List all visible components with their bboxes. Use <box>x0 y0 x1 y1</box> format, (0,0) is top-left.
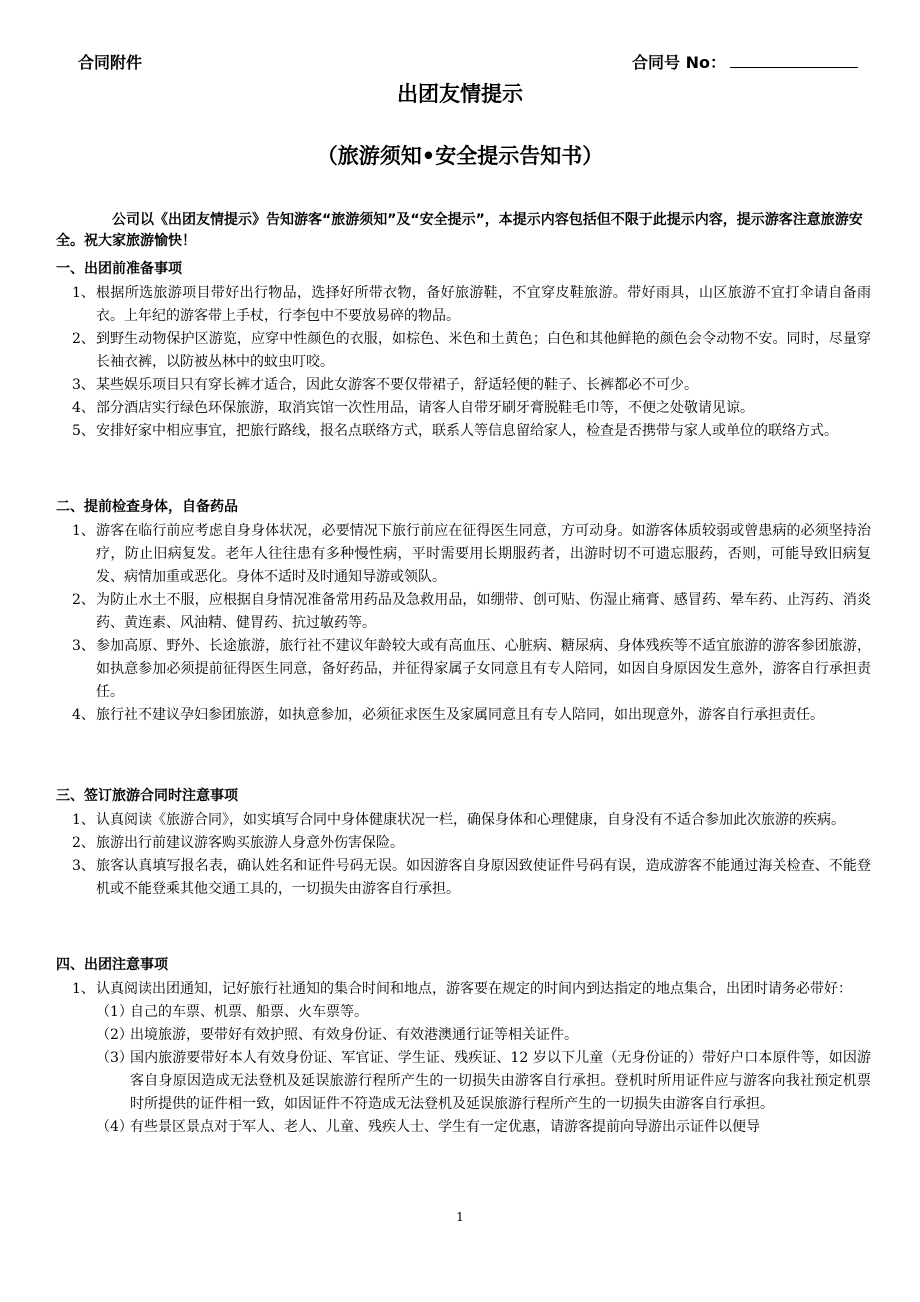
list-item: 3、 参加高原、野外、长途旅游，旅行社不建议年龄较大或有高血压、心脏病、糖尿病、身体残疾等不适宜旅游的游客参团旅游，如执意参加必须提前征得医生同意，备好药品，并征得家属子女同意且有专人陪同，如因自身原因发生意外，游客自行承担责任。 <box>72 638 871 700</box>
contract-number-text: 合同号 No： <box>632 53 726 72</box>
list-item: 4、 部分酒店实行绿色环保旅游，取消宾馆一次性用品，请客人自带牙刷牙膏脱鞋毛巾等，不便之处敬请见谅。 <box>72 400 754 416</box>
page-title: 出团友情提示 <box>397 82 523 106</box>
list-item: 1、 认真阅读出团通知，记好旅行社通知的集合时间和地点，游客要在规定的时间内到达指定的地点集合，出团时请务必带好： <box>72 981 852 997</box>
section-title: 三、签订旅游合同时注意事项 <box>56 788 238 804</box>
contract-attachment-label: 合同附件 <box>78 53 143 72</box>
list-item: 3、 某些娱乐项目只有穿长裤才适合，因此女游客不要仅带裙子，舒适轻便的鞋子、长裤都必不可少。 <box>72 377 698 393</box>
sub-list-item: （1） 自己的车票、机票、船票、火车票等。 <box>96 1004 368 1020</box>
sub-list-item: （2） 出境旅游，要带好有效护照、有效身份证、有效港澳通行证等相关证件。 <box>96 1027 578 1043</box>
list-item: 3、 旅客认真填写报名表，确认姓名和证件号码无误。如因游客自身原因致使证件号码有误，造成游客不能通过海关检查、不能登机或不能登乘其他交通工具的，一切损失由游客自行承担。 <box>72 858 871 897</box>
sub-list-item: （3） 国内旅游要带好本人有效身份证、军官证、学生证、残疾证、12 岁以下儿童（无身份证的）带好户口本原件等，如因游客自身原因造成无法登机及延误旅游行程所产生的一切损失由游客自行承担。登机时所用证件应与游客向我社预定机票时所提供的证件相一致，如因证件不符造成无法登机及延误旅游行程所产生的一切损失由游客自行承担。 <box>96 1050 871 1112</box>
section-title: 四、出团注意事项 <box>56 957 168 973</box>
contract-number-blank <box>730 51 858 68</box>
list-item: 4、 旅行社不建议孕妇参团旅游，如执意参加，必须征求医生及家属同意且有专人陪同，如出现意外，游客自行承担责任。 <box>72 707 824 723</box>
list-item: 2、 旅游出行前建议游客购买旅游人身意外伤害保险。 <box>72 835 404 851</box>
section-health-check <box>56 497 871 727</box>
intro-paragraph: 公司以《出团友情提示》告知游客“旅游须知”及“安全提示”，本提示内容包括但不限于此提示内容，提示游客注意旅游安全。祝大家旅游愉快！ <box>56 212 863 249</box>
section-contract-signing <box>56 786 871 901</box>
section-preparation <box>56 259 871 443</box>
list-item: 5、 安排好家中相应事宜，把旅行路线，报名点联络方式，联系人等信息留给家人，检查是否携带与家人或单位的联络方式。 <box>72 423 838 439</box>
list-item: 2、 到野生动物保护区游览，应穿中性颜色的衣服，如棕色、米色和土黄色；白色和其他鲜艳的颜色会令动物不安。同时，尽量穿长袖衣裤，以防被丛林中的蚊虫叮咬。 <box>72 331 871 370</box>
list-item: 1、 根据所选旅游项目带好出行物品，选择好所带衣物，备好旅游鞋，不宜穿皮鞋旅游。带好雨具，山区旅游不宜打伞请自备雨衣。上年纪的游客带上手杖，行李包中不要放易碎的物品。 <box>72 285 871 324</box>
section-title: 二、提前检查身体，自备药品 <box>56 499 238 515</box>
list-item: 2、 为防止水土不服，应根据自身情况准备常用药品及急救用品，如绷带、创可贴、伤湿止痛膏、感冒药、晕车药、止泻药、消炎药、黄连素、风油精、健胃药、抗过敏药等。 <box>72 592 871 631</box>
section-departure <box>56 955 871 1139</box>
list-item: 1、 游客在临行前应考虑自身身体状况，必要情况下旅行前应在征得医生同意，方可动身。如游客体质较弱或曾患病的必须坚持治疗，防止旧病复发。老年人往往患有多种慢性病，平时需要用长期服药者，出游时切不可遗忘服药，否则，可能导致旧病复发、病情加重或恶化。身体不适时及时通知导游或领队。 <box>72 523 871 585</box>
contract-number-label <box>632 50 858 73</box>
section-title: 一、出团前准备事项 <box>56 261 182 277</box>
sub-list-item: （4） 有些景区景点对于军人、老人、儿童、残疾人士、学生有一定优惠，请游客提前向导游出示证件以便导 <box>96 1119 760 1135</box>
page-number: 1 <box>456 1210 464 1224</box>
page-subtitle: （旅游须知•安全提示告知书） <box>316 144 604 168</box>
list-item: 1、 认真阅读《旅游合同》，如实填写合同中身体健康状况一栏，确保身体和心理健康，自身没有不适合参加此次旅游的疾病。 <box>72 812 845 828</box>
